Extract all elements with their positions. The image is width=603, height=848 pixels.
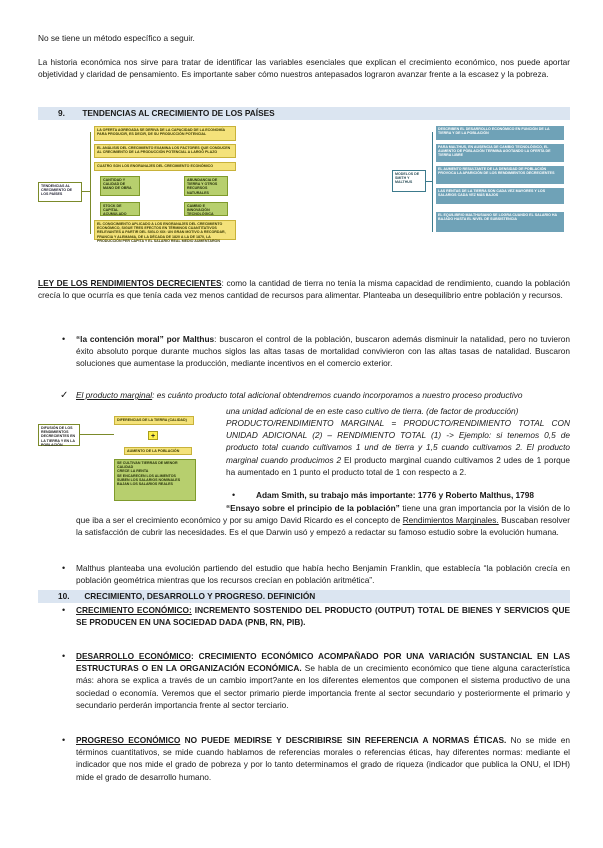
connector bbox=[432, 132, 433, 232]
smith-text: tiene una gran importancia por la visión de lo que iba a ser el crecimiento económico y por su amigo David Ricardo es el concepto de bbox=[76, 503, 570, 526]
section-9-header bbox=[38, 107, 570, 120]
smith-essay: “Ensayo sobre el principio de la población” bbox=[226, 503, 400, 513]
diagram-box: EL AUMENTO RESULTANTE DE LA DENSIDAD DE POBLACIÓN PROVOCA LA APARICIÓN DE LOS RENDIMIENTOS DECRECIENTES bbox=[436, 166, 564, 184]
bullet-icon: • bbox=[62, 651, 66, 661]
definition-extra: No se mide en términos cuantitativos, se mide cuando hablamos de referencias morales o referencias éticas, hay diferentes normas: mediante el indicador que nos mide el grado de pobreza y por lo tanto determinamos el grado de riqueza (indicador que publica la ONU, el IDH) mide el grado de desarrollo humano. bbox=[76, 735, 570, 782]
intro-paragraph: La historia económica nos sirve para tratar de identificar las variables esenciales que explican el crecimiento económico, nos puede aportar objetividad y claridad de pensamiento. Es importante saber cómo nuestros antepasados lograron avanzar frente a la escasez y la pobreza. bbox=[38, 57, 570, 80]
definition-crecimiento bbox=[76, 604, 570, 628]
diagram-root-label: DIFUSIÓN DE LOS RENDIMIENTOS DECRECIENTES EN LA TIERRA Y EN LA POBLACIÓN bbox=[38, 424, 80, 446]
diagram-root-label: TENDENCIAS AL CRECIMIENTO DE LOS PAÍSES bbox=[38, 182, 82, 202]
diagram-box bbox=[114, 459, 196, 501]
diagram-box: AUMENTO DE LA POBLACIÓN bbox=[124, 447, 192, 455]
bullet-lead: “la contención moral” por Malthus bbox=[76, 334, 215, 344]
producto-marginal-text: : es cuánto producto total adicional obtendremos cuando incorporamos a nuestro proceso productivo bbox=[152, 390, 523, 400]
diagram-box: PARA MALTHUS, EN AUSENCIA DE CAMBIO TECNOLÓGICO, EL AUMENTO DE POBLACIÓN TERMINA AGOTANDO LA OFERTA DE TIERRA LIBRE bbox=[436, 144, 564, 162]
bullet-malthus-franklin: Malthus planteaba una evolución partiendo del estudio que había hecho Benjamin Franklin, que establecía “la población crecía en población geométrica mientras que los recursos crecían en población aritmética”. bbox=[76, 563, 570, 586]
section-number: 10. bbox=[58, 591, 70, 601]
diagram-smith-malthus bbox=[392, 124, 572, 240]
diagram-root-label: MODELOS DE SMITH Y MALTHUS bbox=[392, 170, 426, 192]
definition-term: DESARROLLO ECONÓMICO bbox=[76, 651, 191, 661]
diagram-box: DESCRIBEN EL DESARROLLO ECONÓMICO EN FUNCIÓN DE LA TIERRA Y DE LA POBLACIÓN bbox=[436, 126, 564, 140]
formula-text-2: El producto marginal cuando cultivamos 2 udes de 1 porque ha aumentado en 1 punto el producto total de 1 con respecto a 2. bbox=[226, 454, 570, 477]
definition-text: INCREMENTO SOSTENIDO DEL PRODUCTO (OUTPUT) TOTAL DE BIENES Y SERVICIOS QUE SE PRODUCEN EN UNA SOCIEDAD DADA (PNB, RN, PIB). bbox=[76, 605, 570, 628]
diagram-box: ABUNDANCIA DE TIERRA Y OTROS RECURSOS NATURALES bbox=[184, 176, 228, 196]
diagram-box: CAMBIO E INNOVACIÓN TECNOLÓGICA bbox=[184, 202, 228, 216]
ley-text: : como la cantidad de tierra no tenía la misma capacidad de rendimiento, cuando la población crecía lo que ocurría es que tenía cada vez menos cantidad de recursos para alimentar. Planteaba un desequilibrio entre población y recursos. bbox=[38, 278, 570, 301]
bullet-icon: • bbox=[232, 490, 236, 500]
diagram-box: + bbox=[148, 431, 158, 440]
smith-text-2: Buscaban resolver la satisfacción de cubrir las necesidades. Es el que Darwin usó y empezó a redactar su famoso estudio sobre la evolución humana. bbox=[76, 515, 570, 538]
definition-text: NO PUEDE MEDIRSE Y DESCRIBIRSE SIN REFERENCIA A NORMAS ÉTICAS. bbox=[180, 735, 507, 745]
diagram-box: EL EQUILIBRIO MALTHUSIANO SE LOGRA CUANDO EL SALARIO HA BAJADO HASTA EL NIVEL DE SUBSISTENCIA bbox=[436, 212, 564, 232]
definition-term: CRECIMIENTO ECONÓMICO: bbox=[76, 605, 192, 615]
diagram-box: DIFERENCIAS DE LA TIERRA (CALIDAD) bbox=[114, 416, 194, 425]
diagram-item: SE CULTIVAN TIERRAS DE MENOR CALIDAD bbox=[117, 461, 178, 470]
bullet-icon: • bbox=[62, 334, 66, 344]
diagram-box: EL CONOCIMIENTO APLICADO A LOS ENGRANAJES DEL CRECIMIENTO ECONÓMICO, SIGUE TRES EFECTOS EN TÉRMINOS CUANTITATIVOS RELEVANTES A PARTIR DEL SIGLO XIX: UN GRAN MOTIVO A RECORDAR, FRANCIA Y ALEMANIA, DE LA DÉCADA DE 1820 A LA DE 1870, LA PRODUCCIÓN PER CÁPITA Y EL SALARIO REAL MEDIO AUMENTARON bbox=[94, 220, 236, 240]
connector bbox=[82, 191, 90, 192]
ley-title: LEY DE LOS RENDIMIENTOS DECRECIENTES bbox=[38, 278, 222, 288]
section-title: TENDENCIAS AL CRECIMIENTO DE LOS PAÍSES bbox=[82, 108, 275, 118]
diagram-item: CRECE LA RENTA bbox=[117, 469, 149, 474]
diagram-tendencias bbox=[38, 124, 238, 243]
diagram-box: EL ANÁLISIS DEL CRECIMIENTO EXAMINA LOS FACTORES QUE CONDUCEN AL CRECIMIENTO DE LA PRODUCCIÓN POTENCIAL A LARGO PLAZO bbox=[94, 144, 236, 158]
smith-paragraph bbox=[76, 502, 570, 539]
diagram-box: LAS RENTAS DE LA TIERRA SON CADA VEZ MAYORES Y LOS SALARIOS CADA VEZ MÁS BAJOS bbox=[436, 188, 564, 204]
diagram-box: CANTIDAD Y CALIDAD DE MANO DE OBRA bbox=[100, 176, 140, 196]
section-number: 9. bbox=[58, 108, 65, 118]
bullet-icon: • bbox=[62, 563, 66, 573]
producto-marginal-line2: una unidad adicional de en este caso cultivo de tierra. (de factor de producción) bbox=[226, 406, 519, 416]
producto-marginal-formula bbox=[226, 417, 570, 478]
section-10-header bbox=[38, 590, 570, 603]
producto-marginal-title: El producto marginal bbox=[76, 390, 153, 400]
definition-desarrollo bbox=[76, 650, 570, 711]
checkmark-icon: ✓ bbox=[60, 390, 69, 401]
rendimientos-link[interactable]: Rendimientos Marginales. bbox=[402, 515, 499, 526]
formula-text: PRODUCTO/RENDIMIENTO MARGINAL = PRODUCTO/RENDIMIENTO TOTAL CON UNIDAD ADICIONAL (2) – RENDIMIENTO TOTAL (1) -> Ejemplo: si tenemos 0,5 de producto total cuando cultivamos 1 und de tierra y 1,5 cuando cultivamos 2. El producto marginal cuando producimos 2 bbox=[226, 418, 570, 465]
diagram-box: CUATRO SON LOS ENGRANAJES DEL CRECIMIENTO ECONÓMICO bbox=[94, 162, 236, 171]
section-title: CRECIMIENTO, DESARROLLO Y PROGRESO. DEFINICIÓN bbox=[84, 591, 316, 601]
diagram-item: BAJAN LOS SALARIOS REALES bbox=[117, 482, 173, 487]
ley-paragraph bbox=[38, 277, 570, 301]
definition-progreso bbox=[76, 734, 570, 783]
definition-text: : CRECIMIENTO ECONÓMICO ACOMPAÑADO POR UNA VARIACIÓN SUSTANCIAL EN LAS ESTRUCTURAS O EN LA ORGANIZACIÓN ECONÓMICA. bbox=[76, 651, 570, 674]
diagram-item: SE ENCARECEN LOS ALIMENTOS bbox=[117, 473, 176, 478]
bullet-malthus bbox=[76, 333, 570, 370]
smith-lead: Adam Smith, su trabajo más importante: 1776 y Roberto Malthus, 1798 bbox=[256, 490, 535, 500]
diagram-item: SUBEN LOS SALARIOS NOMINALES bbox=[117, 477, 181, 482]
bullet-text: : buscaron el control de la población, buscaron además disminuir la natalidad, pero no tuvieron éxito absoluto porque durante muchos siglos las altas tasas de mortalidad convivieron con las altas tasas de natalidad. Buscaron soluciones que aumentase la producción, mediante incentivos en el comercio exterior. bbox=[76, 334, 570, 369]
diagram-rendimientos bbox=[38, 404, 220, 504]
connector bbox=[80, 434, 114, 435]
connector bbox=[90, 132, 91, 234]
bullet-icon: • bbox=[62, 735, 66, 745]
intro-line: No se tiene un método específico a seguir. bbox=[38, 33, 195, 43]
definition-extra: Se habla de un crecimiento económico que tiene alguna característica más: ahora se explica a través de un cambio import?ante en los diferentes elementos que componen el sistema productivo de una sociedad o economía. Veremos que el sector primario pierde importancia frente al sector secundario y posteriormente el primario y secundario perderán importancia frente al sector terciario. bbox=[76, 663, 570, 710]
bullet-icon: • bbox=[62, 605, 66, 615]
definition-term: PROGRESO ECONÓMICO bbox=[76, 735, 181, 745]
producto-marginal-line1 bbox=[76, 389, 570, 401]
diagram-box: LA OFERTA AGREGADA SE DERIVA DE LA CAPACIDAD DE LA ECONOMÍA PARA PRODUCIR, ES DECIR, DE SU PRODUCCIÓN POTENCIAL bbox=[94, 126, 236, 141]
diagram-box: STOCK DE CAPITAL ACUMULADO bbox=[100, 202, 140, 216]
